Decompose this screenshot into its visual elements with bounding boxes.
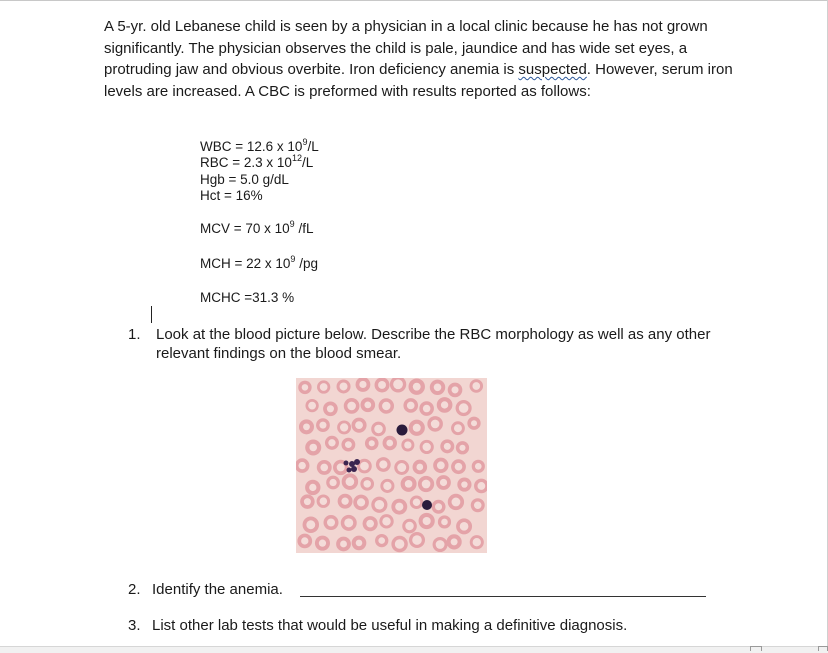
lab-wbc: WBC = 12.6 x $10^9/L$ <box>200 136 319 154</box>
rbc-central-pallor <box>397 463 406 472</box>
blood-smear-image <box>296 378 487 553</box>
spellcheck-flagged-word[interactable]: suspected <box>518 61 587 78</box>
rbc-central-pallor <box>309 484 316 491</box>
rbc-central-pallor <box>431 420 440 429</box>
rbc-central-pallor <box>451 538 458 545</box>
rbc-central-pallor <box>320 464 328 472</box>
rbc-central-pallor <box>306 520 315 529</box>
rbc-central-pallor <box>386 440 393 447</box>
rbc-central-pallor <box>407 402 415 410</box>
rbc-central-pallor <box>437 461 445 469</box>
lab-hgb: Hgb = 5.0 g/dL <box>200 172 289 187</box>
neutrophil-lobe-4 <box>347 468 352 473</box>
rbc-central-pallor <box>328 439 335 446</box>
rbc-central-pallor <box>303 423 310 430</box>
rbc-central-pallor <box>412 535 422 545</box>
rbc-central-pallor <box>320 497 328 505</box>
rbc-central-pallor <box>364 401 371 408</box>
rbc-central-pallor <box>356 540 363 547</box>
rbc-central-pallor <box>383 482 391 490</box>
rbc-central-pallor <box>459 445 465 451</box>
rbc-central-pallor <box>475 463 482 470</box>
rbc-central-pallor <box>320 383 328 391</box>
rbc-central-pallor <box>459 403 469 413</box>
lab-mchc: MCHC =31.3 % <box>200 290 295 305</box>
question-3-text: List other lab tests that would be useful in making a definitive diagnosis. <box>152 617 628 634</box>
rbc-central-pallor <box>327 405 334 412</box>
rbc-central-pallor <box>340 541 347 548</box>
rbc-central-pallor <box>405 522 413 530</box>
rbc-central-pallor <box>423 405 431 413</box>
rbc-central-pallor <box>382 402 390 410</box>
rbc-central-pallor <box>304 498 311 505</box>
rbc-central-pallor <box>319 540 326 547</box>
intro-text-before: A 5-yr. old Lebanese child is seen by a physician in a local clinic because he has not grown significantly. The physician observes the child is pale, jaundice and has wide set eyes, a protruding jaw and obvious overbite. Iron deficiency anemia is <box>104 18 708 78</box>
question-2-text: Identify the anemia. <box>152 581 283 598</box>
page-break-marker-2 <box>818 646 828 651</box>
text-cursor <box>151 306 152 323</box>
nrbc-nucleus-1 <box>397 425 408 436</box>
rbc-central-pallor <box>360 462 369 471</box>
rbc-central-pallor <box>319 422 326 429</box>
rbc-central-pallor <box>472 382 480 390</box>
rbc-central-pallor <box>423 443 431 451</box>
rbc-central-pallor <box>375 500 385 510</box>
rbc-central-pallor <box>340 382 348 390</box>
rbc-central-pallor <box>337 463 345 471</box>
rbc-central-pallor <box>454 424 462 432</box>
rbc-central-pallor <box>395 539 405 549</box>
rbc-central-pallor <box>455 463 463 471</box>
rbc-central-pallor <box>340 423 348 431</box>
rbc-central-pallor <box>471 420 477 426</box>
rbc-central-pallor <box>309 444 317 452</box>
lab-mcv: MCV = 70 x $10^9$ /fL <box>200 218 314 236</box>
question-1-text: Look at the blood picture below. Describe the RBC morphology as well as any other relevant findings on the blood smear. <box>156 326 711 362</box>
neutrophil-lobe-2 <box>354 459 360 465</box>
rbc-central-pallor <box>378 537 385 544</box>
rbc-central-pallor <box>382 517 390 525</box>
rbc-central-pallor <box>435 503 442 510</box>
rbc-central-pallor <box>346 477 355 486</box>
question-2-number: 2. <box>128 581 141 598</box>
lab-mch: MCH = 22 x $10^9$ /pg <box>200 253 318 271</box>
rbc-central-pallor <box>441 401 448 408</box>
rbc-central-pallor <box>379 460 387 468</box>
rbc-central-pallor <box>444 443 451 450</box>
rbc-central-pallor <box>461 481 467 487</box>
rbc-central-pallor <box>359 381 366 388</box>
rbc-central-pallor <box>308 402 316 410</box>
lab-rbc: RBC = 2.3 x $10^{12}/L$ <box>200 152 314 170</box>
rbc-central-pallor <box>347 402 356 411</box>
rbc-central-pallor <box>413 498 421 506</box>
rbc-central-pallor <box>416 464 423 471</box>
rbc-central-pallor <box>404 441 411 448</box>
rbc-central-pallor <box>302 384 309 391</box>
rbc-central-pallor <box>413 424 421 432</box>
rbc-central-pallor <box>374 425 383 434</box>
nrbc-nucleus-2 <box>422 500 432 510</box>
rbc-central-pallor <box>405 480 413 488</box>
rbc-central-pallor <box>477 482 485 490</box>
rbc-central-pallor <box>441 519 448 526</box>
rbc-central-pallor <box>413 383 421 391</box>
rbc-central-pallor <box>341 498 348 505</box>
page-top-edge <box>0 0 828 1</box>
rbc-central-pallor <box>344 518 353 527</box>
intro-text-after: . However, serum iron levels are increased. A CBC is preformed with results reported as follows: <box>104 61 733 100</box>
rbc-central-pallor <box>357 498 365 506</box>
neutrophil-lobe-3 <box>351 466 357 472</box>
rbc-central-pallor <box>363 480 370 487</box>
rbc-central-pallor <box>393 379 403 389</box>
rbc-central-pallor <box>378 381 386 389</box>
rbc-central-pallor <box>434 384 442 392</box>
rbc-central-pallor <box>301 537 308 544</box>
rbc-central-pallor <box>423 517 431 525</box>
case-intro-paragraph <box>104 16 734 102</box>
rbc-central-pallor <box>460 522 469 531</box>
rbc-central-pallor <box>345 441 352 448</box>
answer-blank-line[interactable] <box>300 596 706 597</box>
question-1-number: 1. <box>128 326 141 343</box>
rbc-central-pallor <box>436 540 445 549</box>
rbc-central-pallor <box>366 520 374 528</box>
rbc-central-pallor <box>473 538 481 546</box>
rbc-central-pallor <box>451 498 460 507</box>
rbc-central-pallor <box>440 479 447 486</box>
rbc-central-pallor <box>369 440 375 446</box>
question-3-number: 3. <box>128 617 141 634</box>
rbc-central-pallor <box>329 479 336 486</box>
rbc-central-pallor <box>327 518 335 526</box>
neutrophil-lobe-5 <box>344 461 349 466</box>
rbc-central-pallor <box>451 386 458 393</box>
rbc-central-pallor <box>298 462 305 469</box>
page-break-marker-1 <box>750 646 762 651</box>
rbc-central-pallor <box>395 503 403 511</box>
rbc-central-pallor <box>422 480 431 489</box>
lab-hct: Hct = 16% <box>200 188 263 203</box>
rbc-central-pallor <box>474 501 482 509</box>
rbc-central-pallor <box>355 421 363 429</box>
